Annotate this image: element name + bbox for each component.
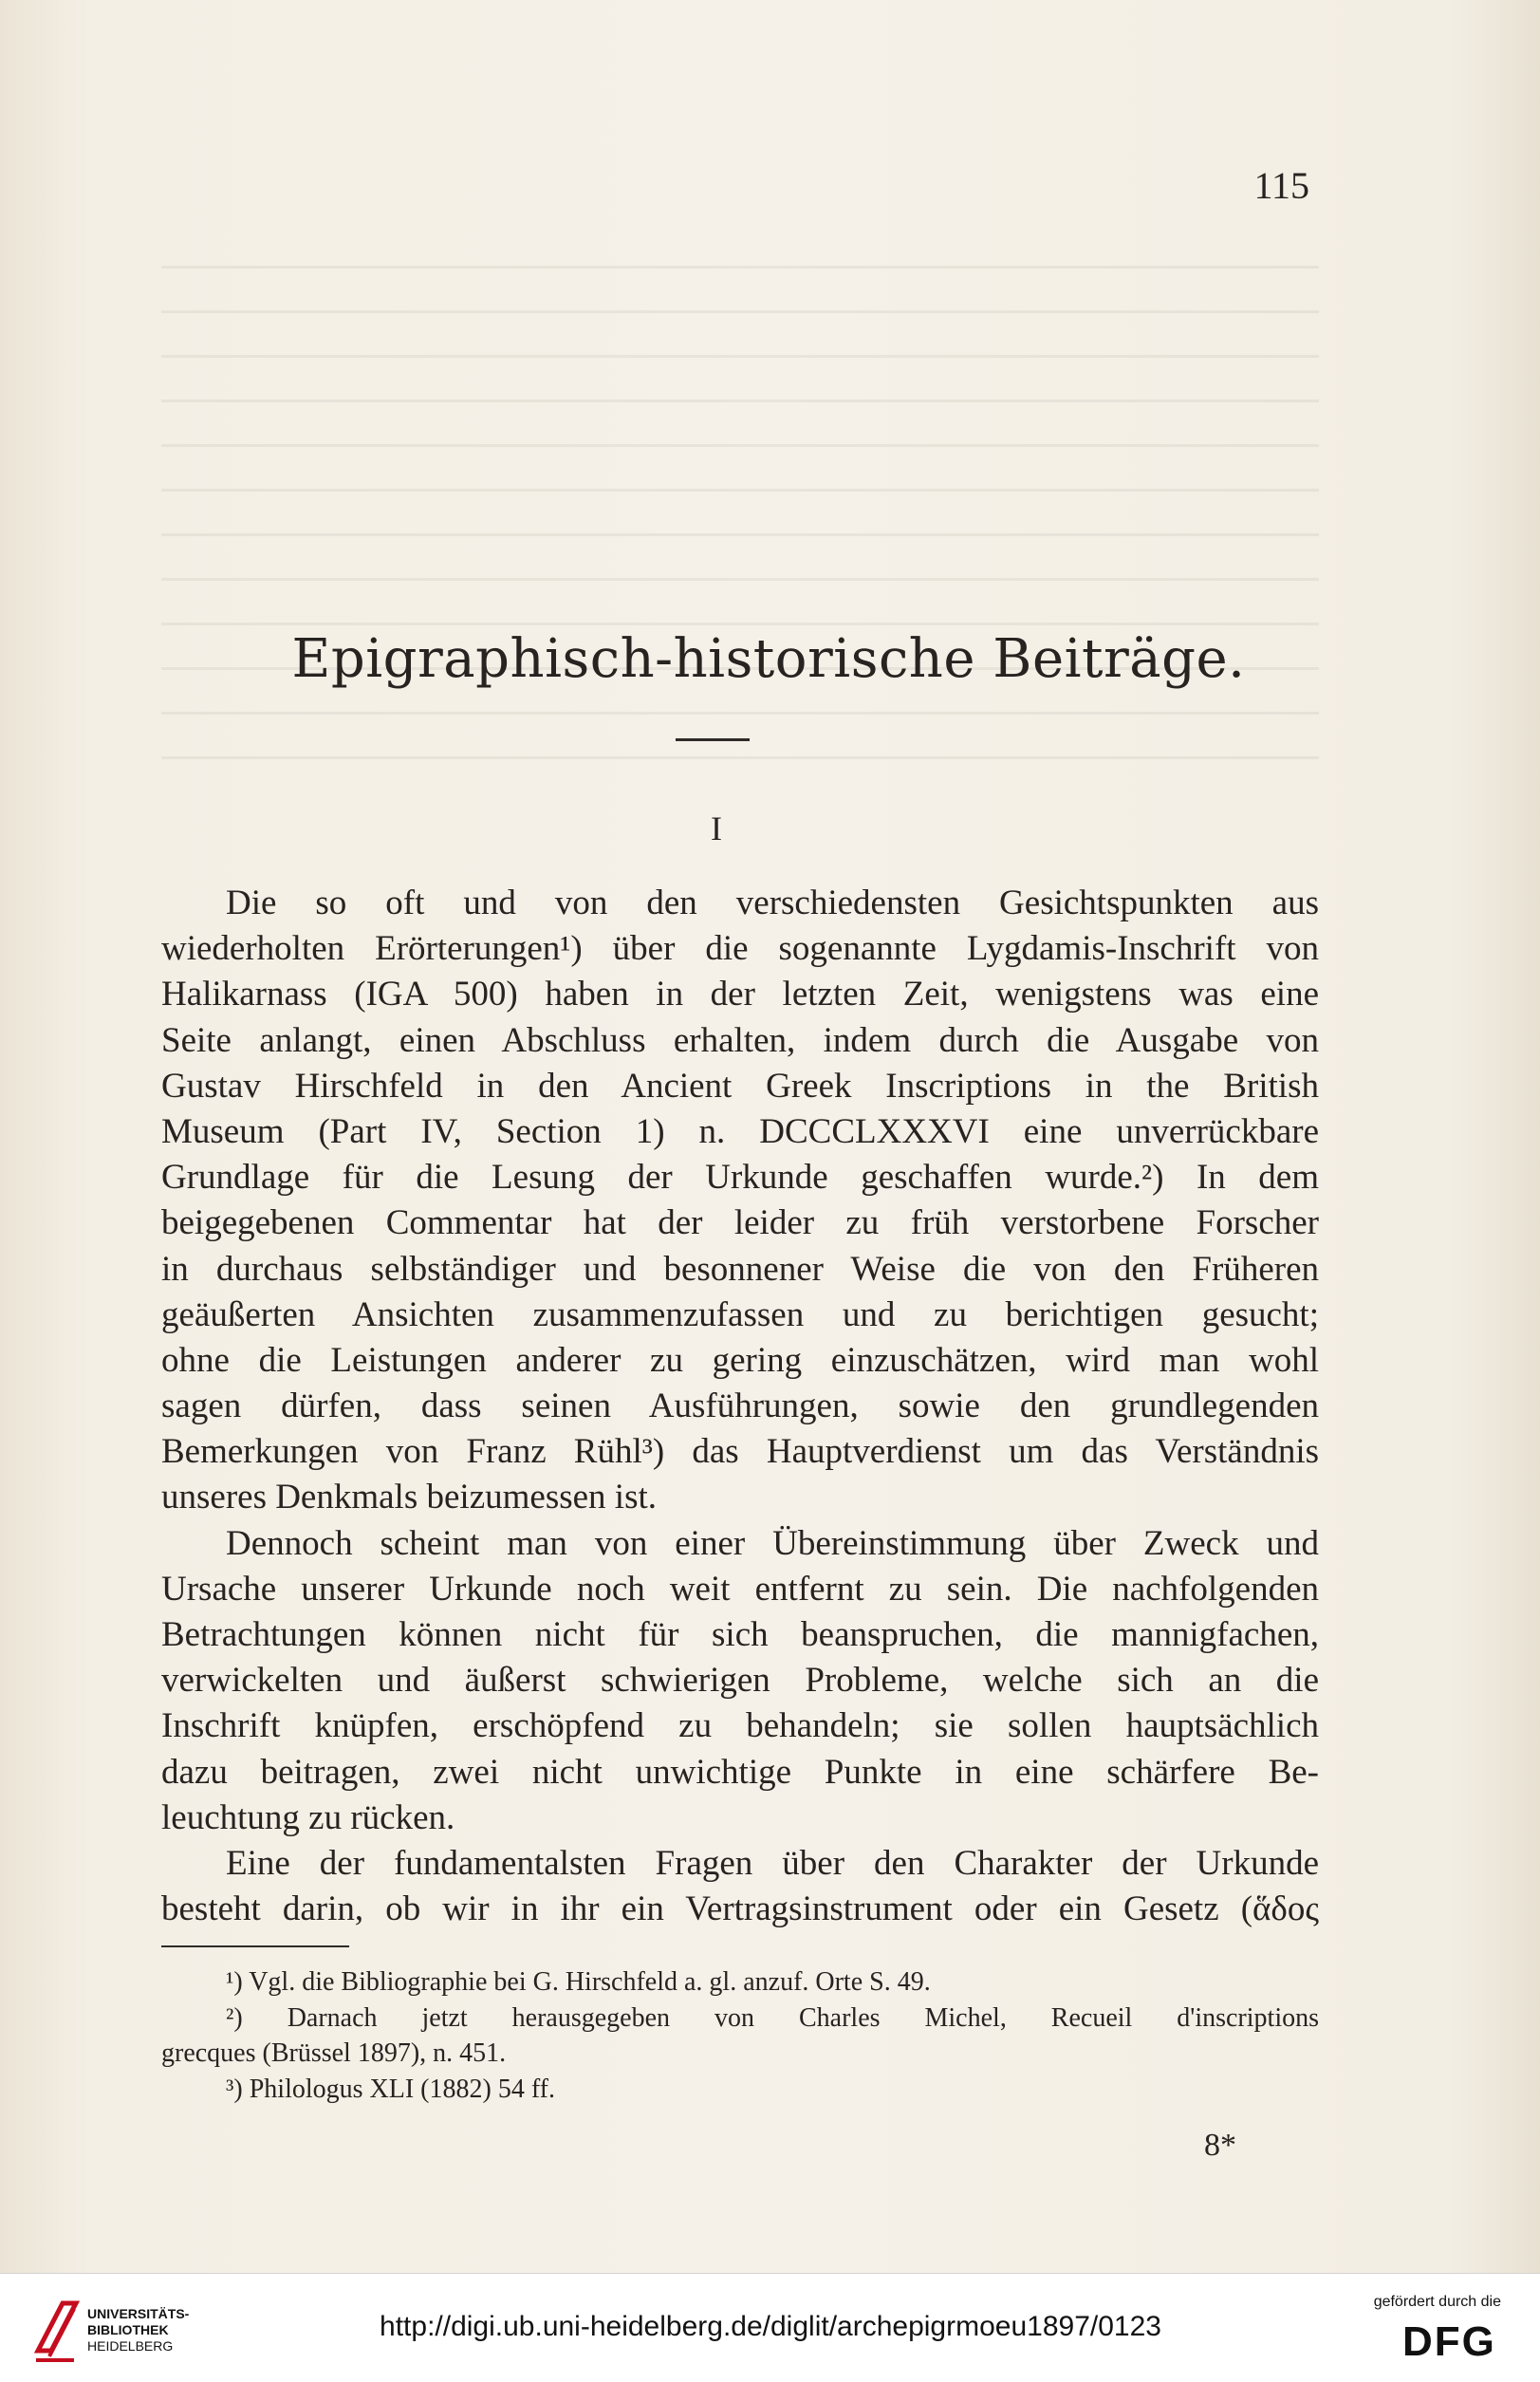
body-line: dazu beitragen, zwei nicht unwichtige Punkte in eine schärfere Be-: [161, 1752, 1319, 1792]
body-line: Dennoch scheint man von einer Übereinstimmung über Zweck und: [226, 1523, 1319, 1563]
section-number: I: [711, 810, 722, 847]
library-name: [87, 2306, 220, 2354]
footer-bar: [0, 2273, 1540, 2382]
body-line: ohne die Leistungen anderer zu gering einzuschätzen, wird man wohl: [161, 1340, 1319, 1380]
page-number: 115: [1253, 164, 1309, 207]
body-line: wiederholten Erörterungen¹) über die sogenannte Lygdamis-Inschrift von: [161, 929, 1319, 969]
dfg-logo[interactable]: [1402, 2319, 1507, 2359]
body-line: Eine der fundamentalsten Fragen über den Charakter der Urkunde: [226, 1843, 1319, 1883]
body-line: Seite anlangt, einen Abschluss erhalten, indem durch die Ausgabe von: [161, 1020, 1319, 1060]
body-line: beigegebenen Commentar hat der leider zu früh verstorbene Forscher: [161, 1203, 1319, 1243]
digitization-url-link[interactable]: http://digi.ub.uni-heidelberg.de/diglit/archepigrmoeu1897/0123: [380, 2311, 1161, 2342]
body-line: besteht darin, ob wir in ihr ein Vertragsinstrument oder ein Gesetz (ἅδος: [161, 1889, 1319, 1929]
library-name-line: HEIDELBERG: [87, 2338, 174, 2354]
dfg-logo-text: DFG: [1402, 2319, 1496, 2359]
body-line: Grundlage für die Lesung der Urkunde geschaffen wurde.²) In dem: [161, 1158, 1319, 1198]
heidelberg-library-icon: [28, 2290, 85, 2368]
footnote-line: ¹) Vgl. die Bibliographie bei G. Hirschfeld a. gl. anzuf. Orte S. 49.: [226, 1967, 931, 1997]
body-line: sagen dürfen, dass seinen Ausführungen, sowie den grundlegenden: [161, 1386, 1319, 1426]
body-line: Die so oft und von den verschiedensten Gesichtspunkten aus: [226, 884, 1319, 922]
title-rule: [676, 738, 750, 741]
footnote-line: ³) Philologus XLI (1882) 54 ff.: [226, 2074, 555, 2104]
body-line: unseres Denkmals beizumessen ist.: [161, 1478, 657, 1517]
footnote-line: grecques (Brüssel 1897), n. 451.: [161, 2038, 507, 2068]
body-line: Betrachtungen können nicht für sich beanspruchen, die mannigfachen,: [161, 1615, 1319, 1654]
library-name-line: BIBLIOTHEK: [87, 2322, 169, 2337]
body-text: [161, 881, 1319, 1932]
footnote-line: ²) Darnach jetzt herausgegeben von Charles Michel, Recueil d'inscriptions: [226, 2002, 1319, 2033]
footnote-rule: [161, 1945, 349, 1947]
body-line: in durchaus selbständiger und besonnener Weise die von den Früheren: [161, 1249, 1319, 1289]
body-line: Museum (Part IV, Section 1) n. DCCCLXXXVI eine unverrückbare: [161, 1111, 1319, 1151]
body-line: Ursache unserer Urkunde noch weit entfernt zu sein. Die nachfolgenden: [161, 1569, 1319, 1609]
library-name-line: UNIVERSITÄTS-: [87, 2306, 190, 2321]
body-line: verwickelten und äußerst schwierigen Probleme, welche sich an die: [161, 1661, 1319, 1701]
article-title: Epigraphisch-historische Beiträge.: [291, 628, 1246, 690]
body-line: leuchtung zu rücken.: [161, 1797, 455, 1837]
body-line: Gustav Hirschfeld in den Ancient Greek Inscriptions in the British: [161, 1066, 1319, 1106]
dfg-logo-icon: [1402, 2319, 1507, 2359]
body-line: Halikarnass (IGA 500) haben in der letzten Zeit, wenigstens was eine: [161, 975, 1319, 1014]
body-line: geäußerten Ansichten zusammenzufassen und zu berichtigen gesucht;: [161, 1294, 1319, 1334]
body-line: Bemerkungen von Franz Rühl³) das Hauptverdienst um das Verständnis: [161, 1432, 1319, 1472]
funding-caption: gefördert durch die: [1373, 2294, 1501, 2310]
body-line: Inschrift knüpfen, erschöpfend zu behandeln; sie sollen hauptsächlich: [161, 1706, 1319, 1746]
signature-mark: 8*: [1204, 2128, 1236, 2163]
footnotes: [161, 1964, 1319, 2107]
